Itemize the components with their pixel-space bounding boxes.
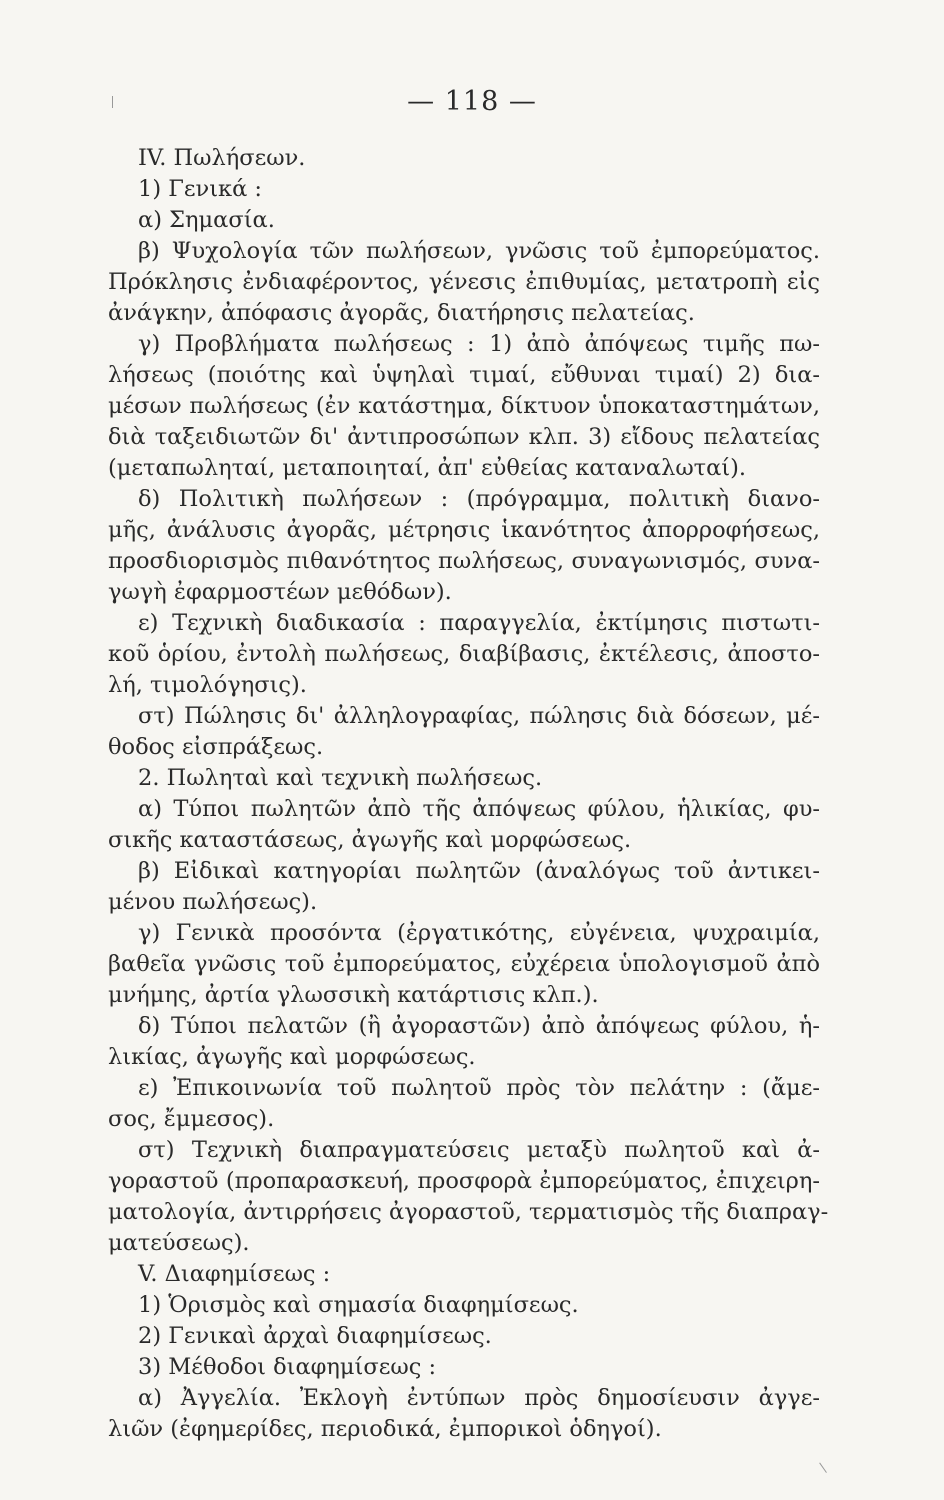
text-line: ματεύσεως). [108, 1230, 250, 1256]
section-heading-sales: IV. Πωλήσεων. [138, 145, 306, 171]
subsection-heading: 2. Πωληταὶ καὶ τεχνικὴ πωλήσεως. [138, 765, 543, 791]
text-line: σος, ἔμμεσος). [108, 1106, 275, 1132]
text-line: 3) Μέθοδοι διαφημίσεως : [138, 1354, 437, 1380]
text-line: (μεταπωληταί, μεταποιηταί, ἀπ' εὐθείας καταναλωταί). [108, 455, 747, 481]
text-line: μέσων πωλήσεως (ἐν κατάστημα, δίκτυον ὑποκαταστημάτων, [108, 393, 820, 419]
text-line: ἀνάγκην, ἀπόφασις ἀγορᾶς, διατήρησις πελατείας. [108, 300, 695, 326]
text-line: 1) Γενικά : [138, 176, 263, 202]
text-line: α) Τύποι πωλητῶν ἀπὸ τῆς ἀπόψεως φύλου, ἡλικίας, φυ- [138, 796, 820, 822]
text-line: σικῆς καταστάσεως, ἀγωγῆς καὶ μορφώσεως. [108, 827, 632, 853]
text-line: α) Σημασία. [138, 207, 275, 233]
margin-mark [112, 96, 119, 108]
text-line: γ) Προβλήματα πωλήσεως : 1) ἀπὸ ἀπόψεως τιμῆς πω- [138, 331, 820, 357]
text-line: γοραστοῦ (προπαρασκευή, προσφορὰ ἐμπορεύματος, ἐπιχειρη- [108, 1168, 820, 1194]
text-line: βαθεῖα γνῶσις τοῦ ἐμπορεύματος, εὐχέρεια ὑπολογισμοῦ ἀπὸ [108, 951, 820, 977]
text-line: μῆς, ἀνάλυσις ἀγορᾶς, μέτρησις ἱκανότητος ἀπορροφήσεως, [108, 517, 820, 543]
text-line: β) Ψυχολογία τῶν πωλήσεων, γνῶσις τοῦ ἐμπορεύματος. [138, 238, 820, 264]
text-line: δ) Τύποι πελατῶν (ἢ ἀγοραστῶν) ἀπὸ ἀπόψεως φύλου, ἡ- [138, 1013, 820, 1039]
text-line: μνήμης, ἀρτία γλωσσικὴ κατάρτισις κλπ.). [108, 982, 599, 1008]
text-line: προσδιορισμὸς πιθανότητος πωλήσεως, συναγωνισμός, συνα- [108, 548, 820, 574]
text-line: ματολογία, ἀντιρρήσεις ἀγοραστοῦ, τερματισμὸς τῆς διαπραγ- [108, 1199, 829, 1225]
text-line: λή, τιμολόγησις). [108, 672, 307, 698]
text-line: κοῦ ὁρίου, ἐντολὴ πωλήσεως, διαβίβασις, ἐκτέλεσις, ἀποστο- [108, 641, 820, 667]
margin-mark [819, 1459, 832, 1473]
text-line: Πρόκλησις ἐνδιαφέροντος, γένεσις ἐπιθυμίας, μετατροπὴ εἰς [108, 269, 820, 295]
text-line: ε) Τεχνικὴ διαδικασία : παραγγελία, ἐκτίμησις πιστωτι- [138, 610, 820, 636]
text-line: α) Ἀγγελία. Ἐκλογὴ ἐντύπων πρὸς δημοσίευσιν ἀγγε- [138, 1385, 820, 1411]
text-line: 2) Γενικαὶ ἀρχαὶ διαφημίσεως. [138, 1323, 492, 1349]
text-line: μένου πωλήσεως). [108, 889, 318, 915]
text-line: λήσεως (ποιότης καὶ ὑψηλαὶ τιμαί, εὔθυναι τιμαί) 2) δια- [108, 362, 820, 388]
text-line: γωγὴ ἐφαρμοστέων μεθόδων). [108, 579, 452, 605]
text-line: 1) Ὁρισμὸς καὶ σημασία διαφημίσεως. [138, 1292, 579, 1318]
text-line: θοδος εἰσπράξεως. [108, 734, 324, 760]
text-line: ε) Ἐπικοινωνία τοῦ πωλητοῦ πρὸς τὸν πελάτην : (ἄμε- [138, 1075, 820, 1101]
text-line: λικίας, ἀγωγῆς καὶ μορφώσεως. [108, 1044, 476, 1070]
text-line: β) Εἰδικαὶ κατηγορίαι πωλητῶν (ἀναλόγως τοῦ ἀντικει- [138, 858, 820, 884]
text-line: στ) Πώλησις δι' ἀλληλογραφίας, πώλησις διὰ δόσεων, μέ- [138, 703, 820, 729]
text-line: δ) Πολιτικὴ πωλήσεων : (πρόγραμμα, πολιτικὴ διανο- [138, 486, 820, 512]
text-line: λιῶν (ἐφημερίδες, περιοδικά, ἐμπορικοὶ ὁδηγοί). [108, 1416, 662, 1442]
text-line: γ) Γενικὰ προσόντα (ἐργατικότης, εὐγένεια, ψυχραιμία, [138, 920, 820, 946]
page-number: — 118 — [407, 86, 537, 117]
text-line: διὰ ταξειδιωτῶν δι' ἀντιπροσώπων κλπ. 3) εἴδους πελατείας [108, 424, 820, 450]
text-line: στ) Τεχνικὴ διαπραγματεύσεις μεταξὺ πωλητοῦ καὶ ἀ- [138, 1137, 820, 1163]
body-text [108, 143, 829, 1445]
section-heading-advertising: V. Διαφημίσεως : [138, 1261, 331, 1287]
